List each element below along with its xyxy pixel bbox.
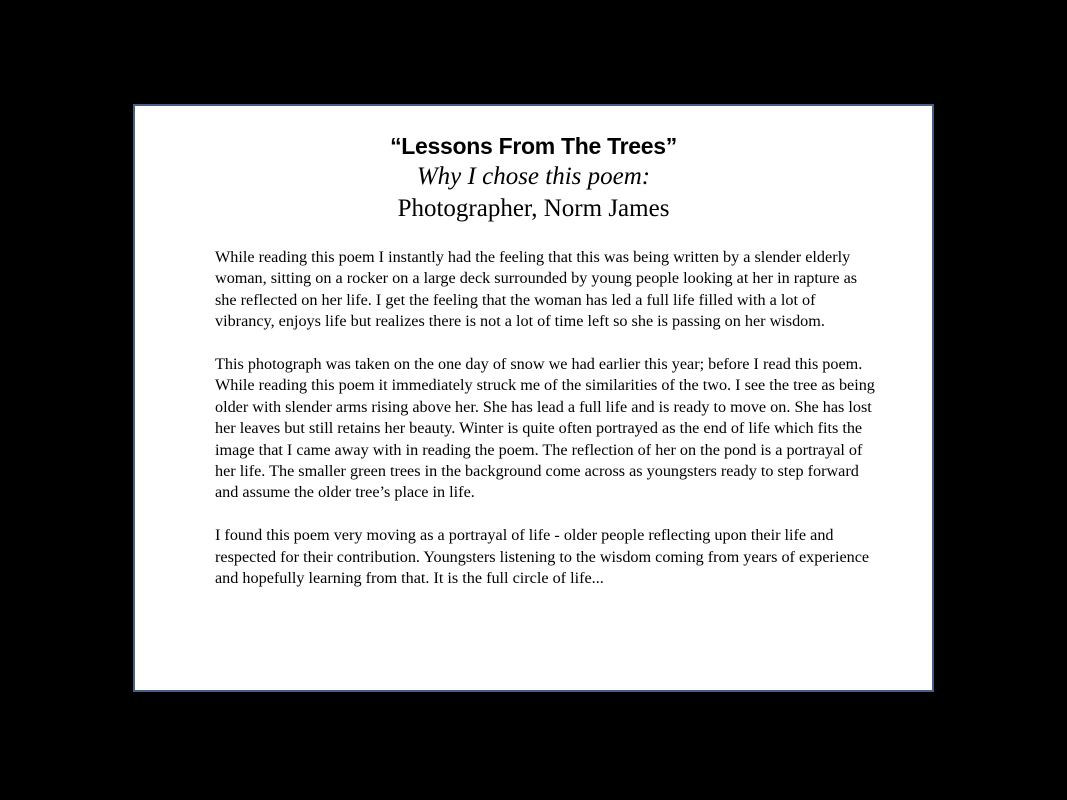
paragraph-1: While reading this poem I instantly had the feeling that this was being written by a slender elderly woman, sitting on a rocker on a large deck surrounded by young people looking at her in rapture as she reflected on her life. I get the feeling that the woman has led a full life filled with a lot of vibrancy, enjoys life but realizes there is not a lot of time left so she is passing on her wisdom. — [215, 248, 858, 331]
document-subtitle: Why I chose this poem: — [416, 163, 651, 190]
photographer-byline: Photographer, Norm James — [397, 195, 670, 222]
document-card — [133, 104, 934, 692]
document-title: “Lessons From The Trees” — [390, 133, 677, 159]
document-body — [215, 247, 875, 611]
paragraph-3: I found this poem very moving as a portrayal of life - older people reflecting upon their life and respected for their contribution. Youngsters listening to the wisdom coming from years of experience and hopefully learning from that. It is the full circle of life... — [215, 526, 870, 588]
paragraph-2: This photograph was taken on the one day of snow we had earlier this year; before I read this poem. While reading this poem it immediately struck me of the similarities of the two. I see the tree as being older with slender arms rising above her. She has lead a full life and is ready to move on. She has lost her leaves but still retains her beauty. Winter is quite often portrayed as the end of life which fits the image that I came away with in reading the poem. The reflection of her on the pond is a portrayal of her life. The smaller green trees in the background come across as youngsters ready to step forward and assume the older tree’s place in life. — [215, 355, 875, 502]
